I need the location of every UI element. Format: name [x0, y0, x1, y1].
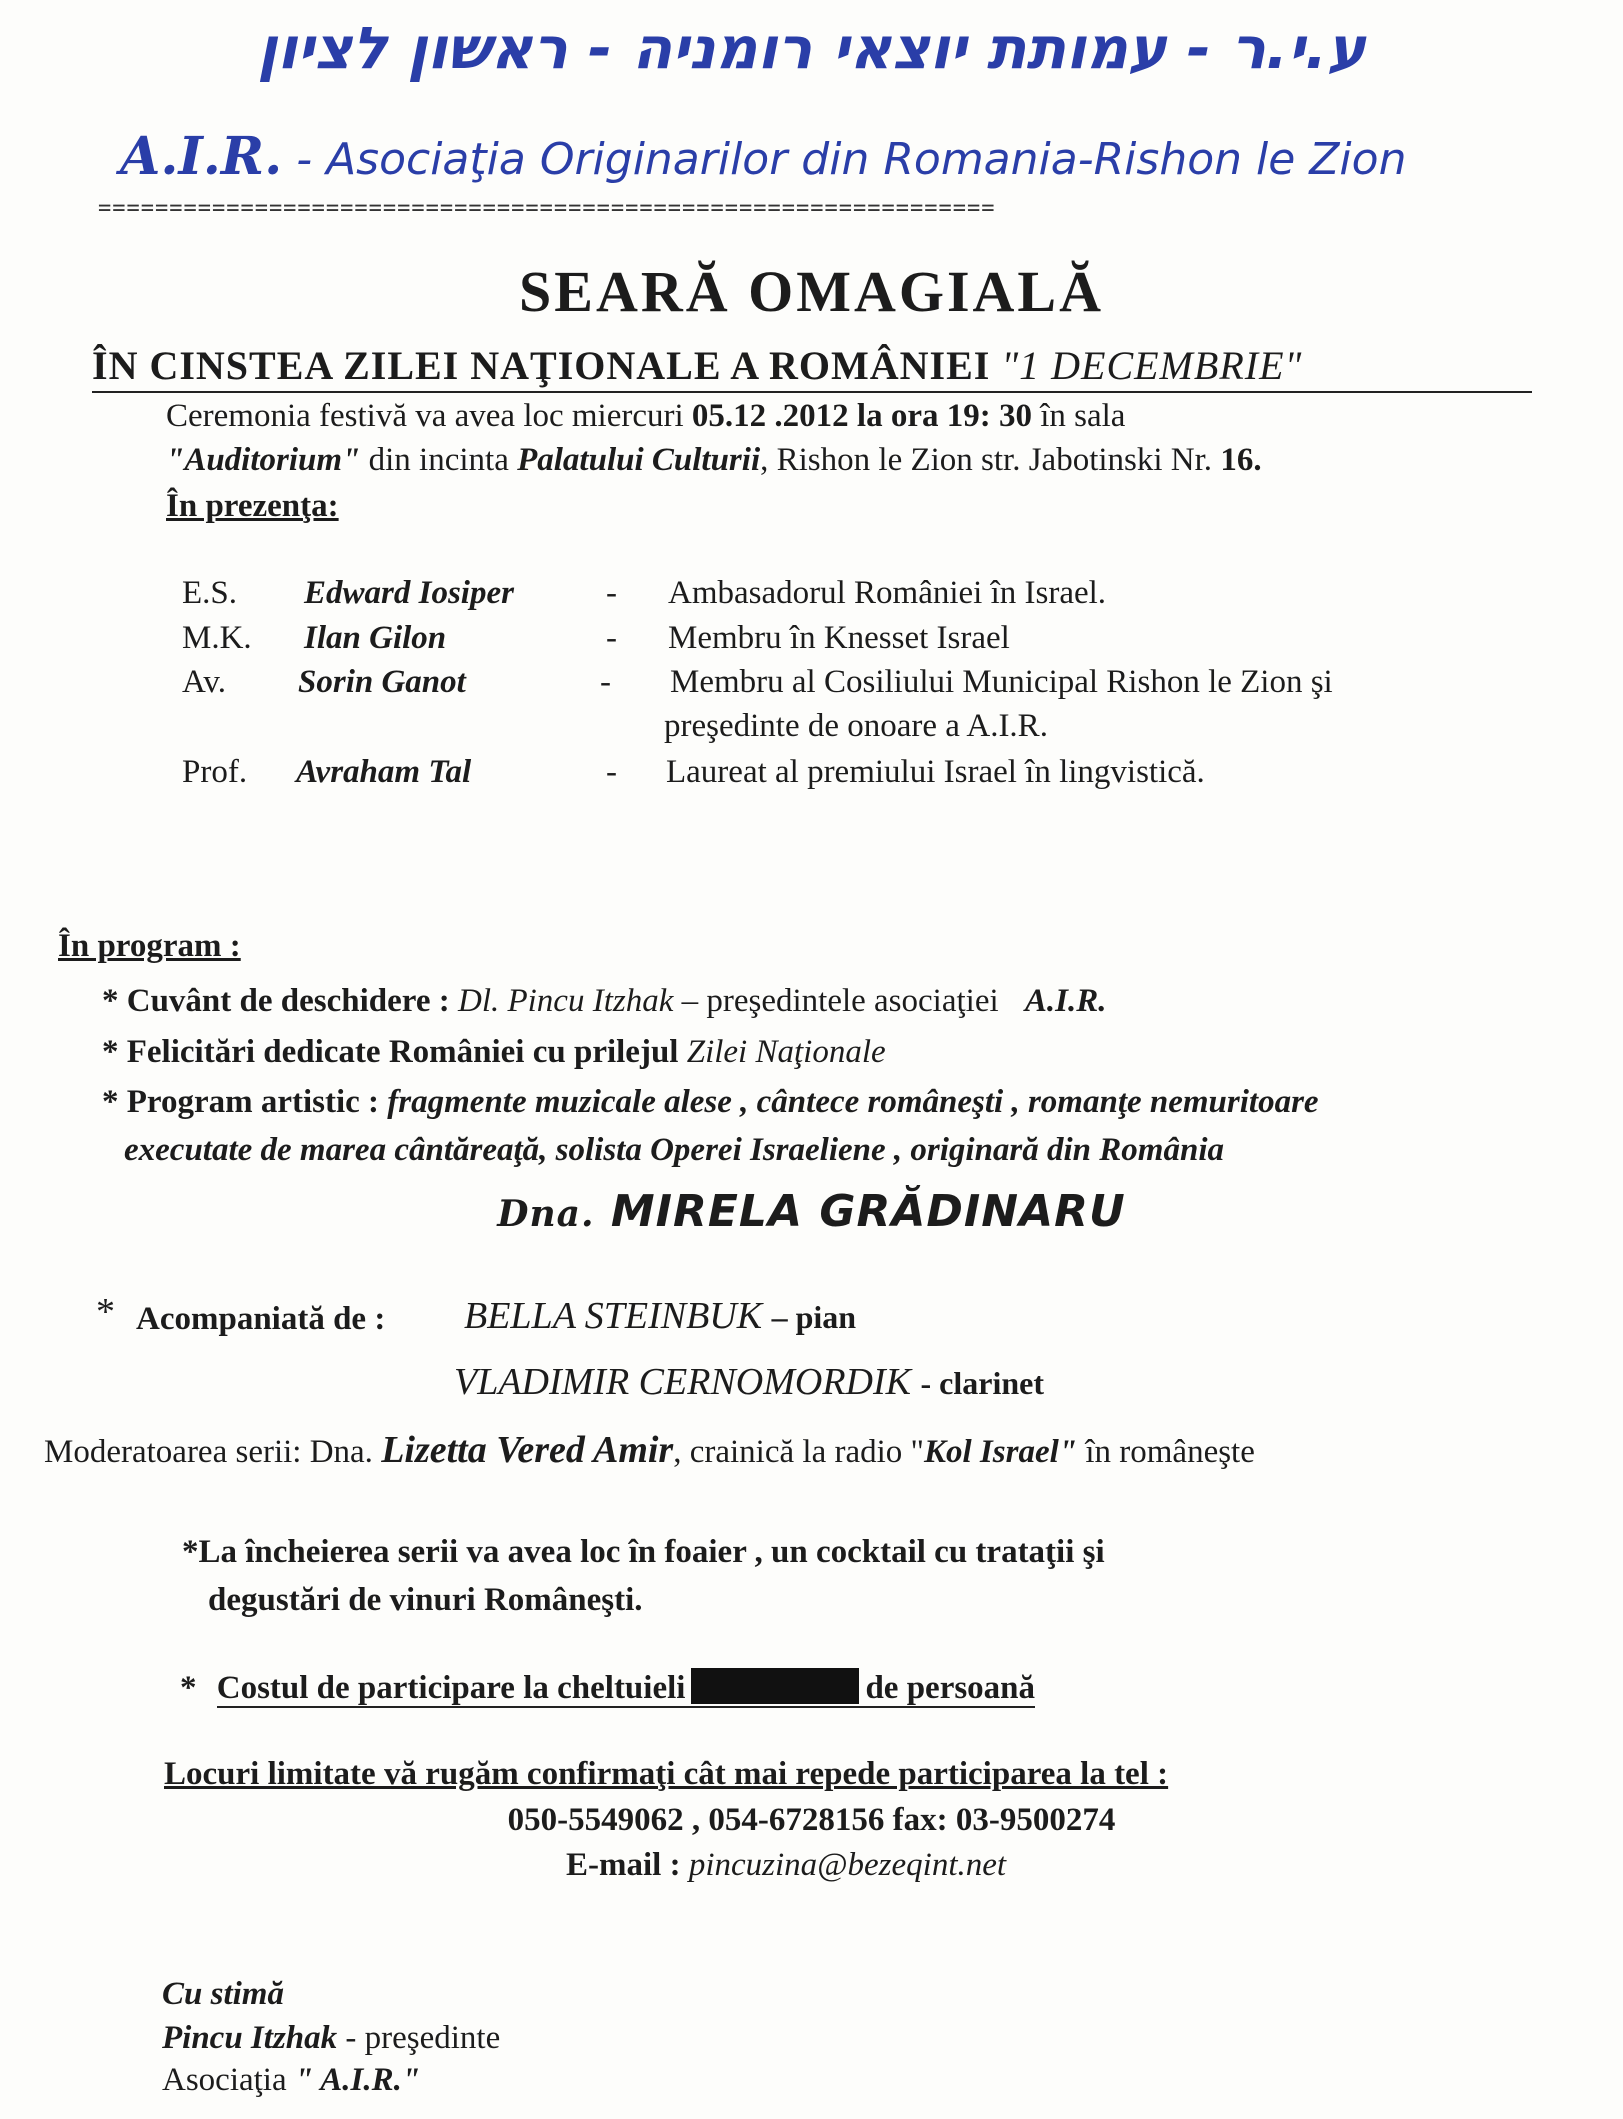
ceremony-line-1: [166, 398, 1125, 435]
moderator-name: Lizetta Vered Amir: [381, 1429, 674, 1471]
opening-air: A.I.R.: [1024, 983, 1107, 1019]
opening-label: * Cuvânt de deschidere :: [102, 983, 450, 1019]
pianist-role: – pian: [771, 1299, 857, 1335]
signature-role: - preşedinte: [345, 2020, 501, 2056]
ceremony-hour: la ora 19: 30: [856, 398, 1032, 434]
ceremony-in-hall: în sala: [1040, 398, 1126, 434]
acronym-air: A.I.R.: [120, 126, 283, 187]
email-label: E-mail :: [566, 1847, 681, 1883]
artistic-italic: fragmente muzicale alese , cântece româneşti , romanţe nemuritoare: [387, 1084, 1319, 1120]
association-name: - Asociaţia Originarilor din Romania-Rishon le Zion: [296, 134, 1407, 185]
palace-name: Palatului Culturii: [517, 442, 761, 478]
radio-name: Kol Israel": [924, 1434, 1078, 1470]
in-premises: din incinta: [368, 442, 509, 478]
presence-label: În prezenţa:: [166, 488, 339, 524]
moderator-rest: , crainică la radio ": [673, 1434, 924, 1470]
redacted-amount: [691, 1668, 859, 1704]
accompaniment-label: Acompaniată de :: [136, 1301, 386, 1337]
contact-notice: Locuri limitate vă rugăm confirmaţi cât mai repede participarea la tel :: [164, 1756, 1169, 1792]
guest-role: Laureat al premiului Israel în lingvistică.: [666, 754, 1205, 790]
guest-title: Av.: [182, 664, 226, 700]
signature-org: " A.I.R.": [294, 2062, 421, 2098]
ceremony-date: 05.12 .2012: [691, 398, 849, 434]
program-item-artistic: [102, 1084, 1319, 1121]
clarinetist-role: - clarinet: [920, 1365, 1044, 1401]
artist-prefix: Dna.: [497, 1193, 595, 1235]
guest-title: Prof.: [182, 754, 248, 790]
guest-role: Membru în Knesset Israel: [668, 620, 1010, 656]
cost-after: de persoană: [865, 1670, 1036, 1706]
guest-title: E.S.: [182, 575, 238, 611]
page-title: SEARĂ OMAGIALĂ: [519, 259, 1104, 324]
pianist-name: BELLA STEINBUK: [464, 1295, 763, 1337]
guest-name: Sorin Ganot: [298, 664, 466, 700]
subtitle-date: "1 DECEMBRIE": [1001, 343, 1303, 388]
signature-name: Pincu Itzhak: [162, 2020, 338, 2056]
pianist: [464, 1294, 856, 1338]
cost-label: Costul de participare la cheltuieli: [216, 1670, 686, 1706]
program-item-greetings: [102, 1034, 886, 1071]
clarinetist: [454, 1360, 1044, 1404]
guest-role: Membru al Cosiliului Municipal Rishon le Zion şi: [670, 664, 1333, 700]
subtitle: [92, 342, 1302, 389]
association-heading: [120, 126, 1406, 187]
cocktail-line-2: degustări de vinuri Româneşti.: [208, 1582, 643, 1618]
guest-dash: -: [606, 575, 617, 611]
email-address: pincuzina@bezeqint.net: [688, 1847, 1007, 1883]
hall-name: "Auditorium": [166, 442, 361, 478]
guest-role: preşedinte de onoare a A.I.R.: [664, 708, 1048, 744]
address: , Rishon le Zion str. Jabotinski Nr.: [760, 442, 1213, 478]
artistic-label: * Program artistic :: [102, 1084, 380, 1120]
artist-name: [0, 1186, 1623, 1237]
signature-org-line: [162, 2062, 420, 2099]
artist-fullname: MIRELA GRĂDINARU: [610, 1186, 1126, 1237]
greetings-italic: Zilei Naţionale: [686, 1034, 886, 1070]
opening-speaker: Dl. Pincu Itzhak: [457, 983, 674, 1019]
cost-underlined: [217, 1670, 1035, 1708]
signature-regards: Cu stimă: [162, 1976, 284, 2012]
cost-line: [180, 1668, 1035, 1707]
opening-role: – preşedintele asociaţiei: [681, 983, 999, 1019]
guest-dash: -: [600, 664, 611, 700]
subtitle-underline: [92, 391, 1532, 393]
separator-line: ===============================================================: [98, 196, 996, 221]
moderator-label: Moderatoarea serii: Dna.: [44, 1434, 373, 1470]
signature-name-line: [162, 2020, 500, 2057]
guest-dash: -: [606, 620, 617, 656]
moderator-end: în româneşte: [1085, 1434, 1255, 1470]
moderator-line: [44, 1428, 1255, 1472]
guest-name: Avraham Tal: [296, 754, 472, 790]
subtitle-text: ÎN CINSTEA ZILEI NAŢIONALE A ROMÂNIEI: [92, 343, 991, 388]
artistic-line-2: executate de marea cântăreaţă, solista Operei Israeliene , originară din România: [124, 1132, 1224, 1168]
guest-dash: -: [606, 754, 617, 790]
address-number: 16.: [1220, 442, 1262, 478]
guest-role: Ambasadorul României în Israel.: [668, 575, 1107, 611]
cocktail-line-1: *La încheierea serii va avea loc în foaier , un cocktail cu trataţii şi: [182, 1534, 1105, 1570]
accompaniment-star: *: [96, 1291, 115, 1333]
guest-title: M.K.: [182, 620, 252, 656]
program-label: În program :: [58, 928, 241, 964]
program-item-opening: [102, 983, 1107, 1020]
guest-name: Ilan Gilon: [304, 620, 447, 656]
ceremony-intro: Ceremonia festivă va avea loc miercuri: [166, 398, 684, 434]
greetings-label: * Felicitări dedicate României cu prilejul: [102, 1034, 679, 1070]
cost-star: *: [180, 1670, 197, 1706]
contact-phones: 050-5549062 , 054-6728156 fax: 03-9500274: [507, 1802, 1116, 1838]
hebrew-heading: ע.י.ר - עמותת יוצאי רומניה - ראשון לציון: [257, 14, 1366, 82]
contact-email-line: [566, 1847, 1006, 1884]
guest-name: Edward Iosiper: [304, 575, 514, 611]
clarinetist-name: VLADIMIR CERNOMORDIK: [454, 1361, 911, 1403]
signature-org-prefix: Asociaţia: [162, 2062, 287, 2098]
ceremony-line-2: [166, 442, 1262, 479]
